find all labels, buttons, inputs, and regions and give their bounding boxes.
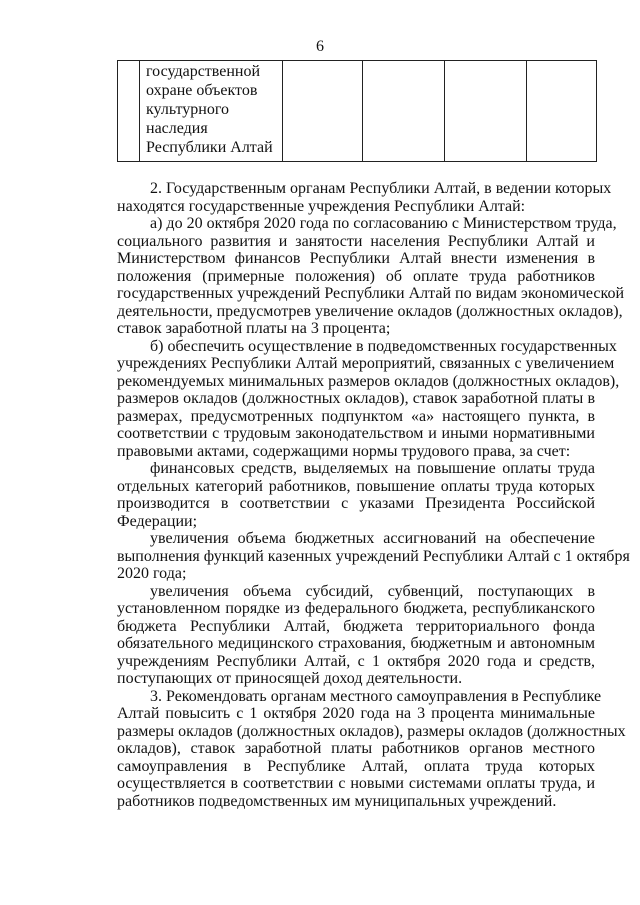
text-line: учреждениях Республики Алтай мероприятий, связанных с увеличением: [117, 355, 615, 372]
text-line: Федерации;: [117, 512, 198, 530]
table-cell-empty: [527, 61, 597, 162]
table-cell-line: Республики Алтай: [146, 139, 273, 156]
text-line: окладов), ставок заработной платы работников органов местного: [117, 740, 595, 757]
text-line: рекомендуемых минимальных размеров окладов (должностных окладов),: [117, 372, 620, 390]
text-line: выполнения функций казенных учреждений Республики Алтай с 1 октября: [117, 547, 630, 565]
text-line: соответствии с трудовым законодательством и иными нормативными: [117, 425, 595, 442]
text-line: социального развития и занятости населения Республики Алтай и: [117, 232, 595, 250]
text-line: а) до 20 октября 2020 года по согласованию с Министерством труда,: [150, 215, 617, 232]
text-line: размерах, предусмотренных подпунктом «а» настоящего пункта, в: [117, 407, 595, 425]
text-line: 2. Государственным органам Республики Алтай, в ведении которых: [150, 180, 612, 197]
text-line: установленном порядке из федерального бюджета, республиканского: [117, 600, 595, 617]
text-line: поступающих от приносящей доход деятельности.: [117, 670, 463, 687]
text-line: деятельности, предусмотрев увеличение окладов (должностных окладов),: [117, 302, 623, 320]
text-line: размеры окладов (должностных окладов), размеры окладов (должностных: [117, 722, 626, 740]
table-cell-empty: [283, 61, 363, 162]
table-row: [118, 61, 597, 162]
text-line: увеличения объема бюджетных ассигнований на обеспечение: [150, 530, 595, 547]
text-line: работников подведомственных им муниципальных учреждений.: [117, 792, 557, 810]
text-line: ставок заработной платы на 3 процента;: [117, 320, 391, 337]
text-line: увеличения объема субсидий, субвенций, поступающих в: [150, 582, 595, 600]
text-line: производится в соответствии с указами Президента Российской: [117, 495, 595, 512]
text-line: находятся государственные учреждения Республики Алтай:: [117, 197, 526, 215]
text-line: самоуправления в Республике Алтай, оплата труда которых: [117, 757, 595, 775]
text-line: бюджета Республики Алтай, бюджета территориального фонда: [117, 617, 595, 635]
text-line: б) обеспечить осуществление в подведомственных государственных: [150, 337, 617, 355]
table-cell-empty: [363, 61, 445, 162]
text-line: размеров окладов (должностных окладов), ставок заработной платы в: [117, 390, 595, 407]
table-cell-number: [118, 61, 140, 162]
text-line: 3. Рекомендовать органам местного самоуправления в Республике: [150, 687, 602, 705]
table-cell-line: охране объектов: [146, 82, 258, 99]
document-body: [117, 180, 630, 810]
table-cell-description: [140, 61, 283, 162]
text-line: государственных учреждений Республики Алтай по видам экономической: [117, 285, 624, 302]
table-cell-line: наследия: [146, 120, 208, 137]
page-number: 6: [316, 38, 324, 55]
text-line: Алтай повысить с 1 октября 2020 года на 3 процента минимальные: [117, 705, 595, 722]
text-line: учреждениям Республики Алтай, с 1 октября 2020 года и средств,: [117, 652, 595, 670]
table-cell-line: государственной: [146, 63, 261, 80]
table-cell-empty: [445, 61, 527, 162]
text-line: положения (примерные положения) об оплате труда работников: [117, 267, 595, 285]
text-line: отдельных категорий работников, повышение оплаты труда которых: [117, 477, 595, 495]
table-cell-line: культурного: [146, 101, 230, 118]
text-line: осуществляется в соответствии с новыми системами оплаты труда, и: [117, 775, 595, 792]
text-line: финансовых средств, выделяемых на повышение оплаты труда: [150, 460, 595, 477]
text-line: Министерством финансов Республики Алтай внести изменения в: [117, 250, 595, 267]
text-line: 2020 года;: [117, 565, 187, 582]
text-line: обязательного медицинского страхования, бюджетным и автономным: [117, 635, 595, 652]
text-line: правовыми актами, содержащими нормы трудового права, за счет:: [117, 442, 571, 460]
continuation-table: [117, 60, 597, 162]
